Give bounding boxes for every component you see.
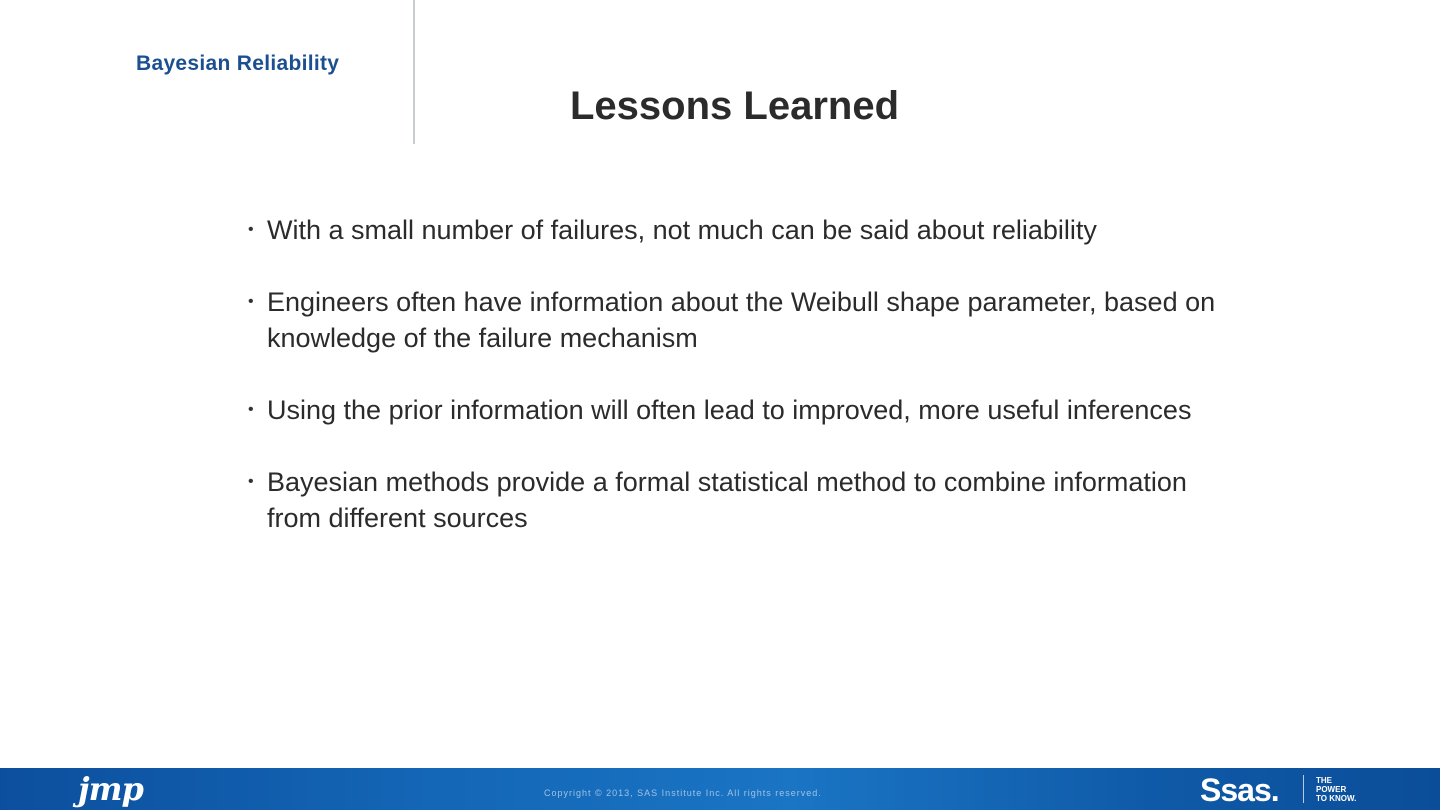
bullet-marker: • [248, 221, 254, 238]
bullet-marker: • [248, 293, 254, 310]
bullet-item [248, 284, 1238, 356]
bullet-item [248, 392, 1238, 428]
copyright-text: Copyright © 2013, SAS Institute Inc. All rights reserved. [544, 788, 822, 798]
logo-divider [1303, 775, 1304, 803]
header-divider [413, 0, 415, 144]
slide-title: Lessons Learned [570, 84, 900, 128]
bullet-text: Engineers often have information about the Weibull shape parameter, based on knowledge of the failure mechanism [267, 287, 1216, 353]
tagline [1316, 776, 1386, 803]
bullet-list [248, 212, 1238, 572]
bullet-text: Using the prior information will often lead to improved, more useful inferences [267, 395, 1192, 425]
bullet-marker: • [248, 401, 254, 418]
tagline-line: THE [1316, 776, 1332, 785]
bullet-item [248, 212, 1238, 248]
footer-bar [0, 768, 1440, 810]
bullet-text: Bayesian methods provide a formal statistical method to combine information from different sources [267, 467, 1187, 533]
tagline-line: TO KNOW. [1316, 794, 1357, 803]
bullet-text: With a small number of failures, not much can be said about reliability [267, 215, 1097, 245]
sas-logo: Ssas. [1200, 772, 1279, 808]
bullet-item [248, 464, 1238, 536]
jmp-logo: jmp [78, 770, 143, 808]
section-label: Bayesian Reliability [136, 52, 340, 75]
tagline-line: POWER [1316, 785, 1347, 794]
bullet-marker: • [248, 473, 254, 490]
